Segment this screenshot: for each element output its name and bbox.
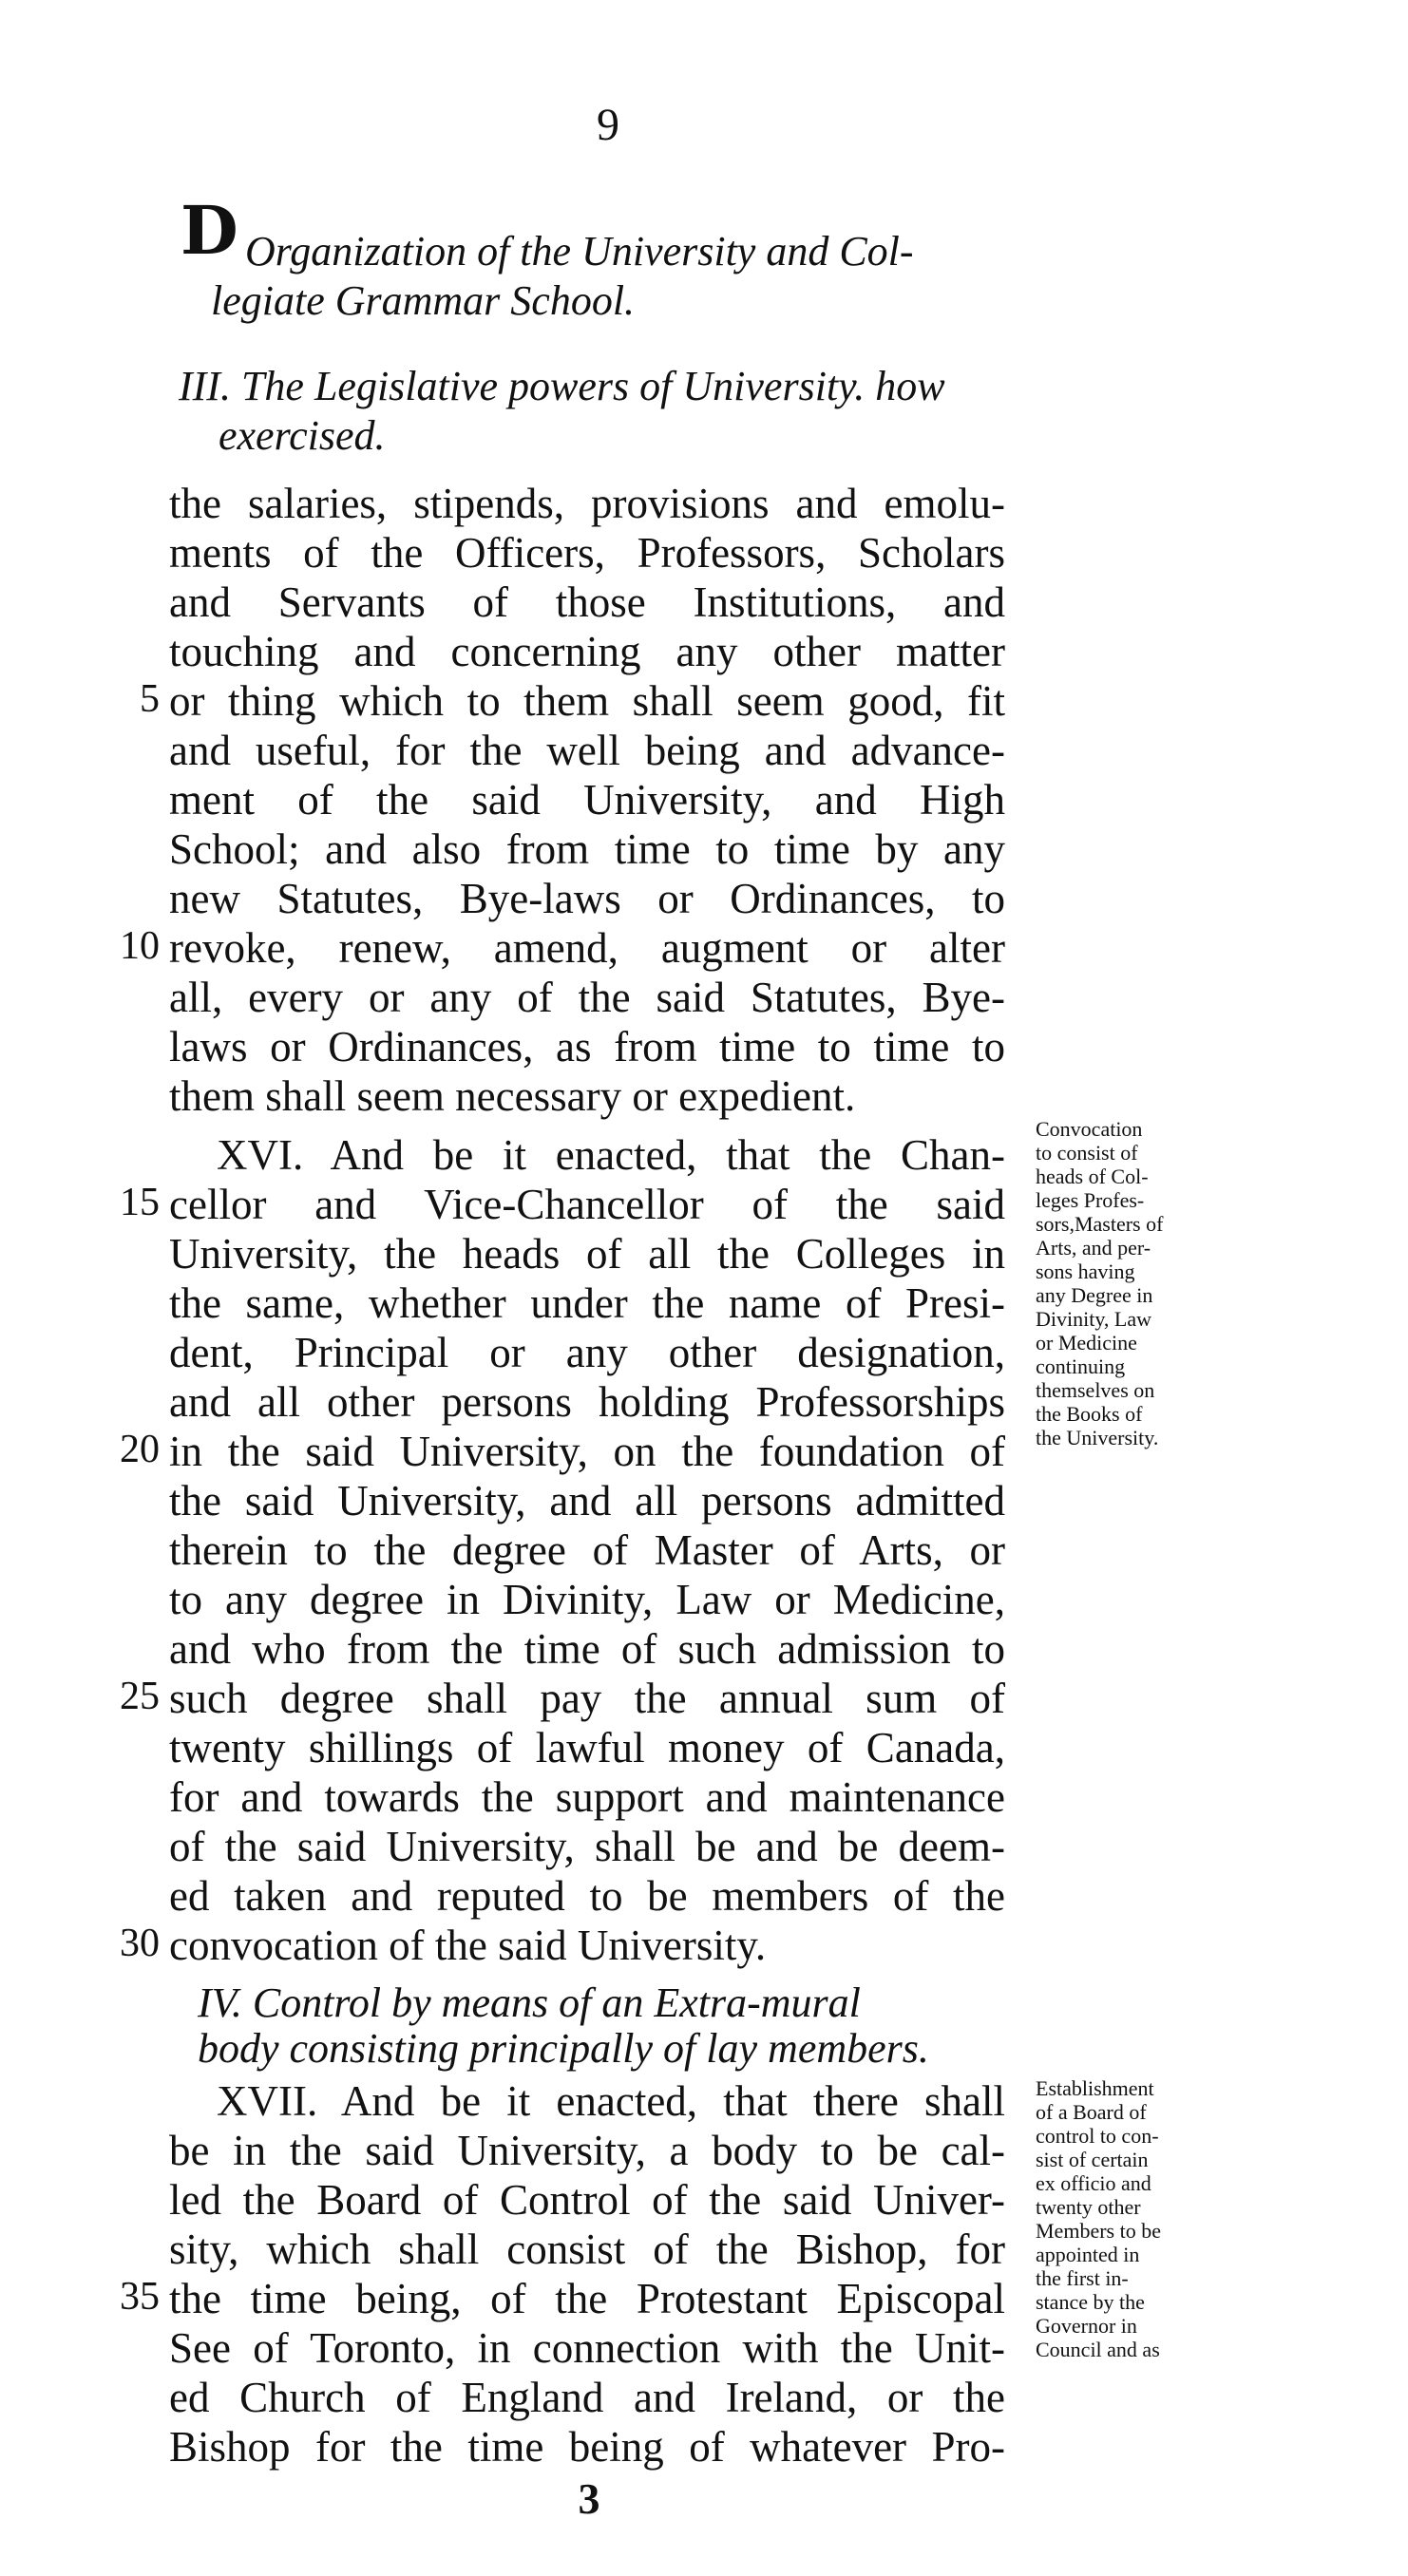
- signature-mark: 3: [578, 2474, 600, 2523]
- body-line: the same, whether under the name of Presi-: [169, 1279, 1005, 1327]
- body-line: them shall seem necessary or expedient.: [169, 1072, 856, 1120]
- body-line: and who from the time of such admission to: [169, 1625, 1005, 1673]
- margin-note-line: sors,Masters of: [1036, 1212, 1164, 1236]
- margin-note-line: sist of certain: [1036, 2148, 1149, 2171]
- margin-note-line: control to con-: [1036, 2124, 1159, 2148]
- section-heading-iii-line1: III. The Legislative powers of University. how: [179, 363, 945, 409]
- body-line: and Servants of those Institutions, and: [169, 578, 1005, 626]
- line-number: 30: [120, 1922, 160, 1965]
- body-line: convocation of the said University.: [169, 1922, 767, 1969]
- margin-note-line: ex officio and: [1036, 2171, 1151, 2195]
- margin-note-line: Convocation: [1036, 1117, 1143, 1141]
- margin-note-line: Governor in: [1036, 2314, 1137, 2338]
- margin-note-line: continuing: [1036, 1354, 1126, 1378]
- margin-note-line: the University.: [1036, 1426, 1159, 1449]
- section-heading-d-line1: Organization of the University and Col-: [245, 228, 914, 275]
- line-number: 5: [140, 677, 160, 721]
- body-line: XVII. And be it enacted, that there shall: [217, 2077, 1005, 2125]
- body-line: ed taken and reputed to be members of the: [169, 1872, 1005, 1920]
- body-line: and useful, for the well being and advance-: [169, 727, 1005, 774]
- body-line: new Statutes, Bye-laws or Ordinances, to: [169, 875, 1005, 922]
- page-number: 9: [597, 100, 619, 150]
- margin-note-line: to consist of: [1036, 1141, 1138, 1165]
- body-line: See of Toronto, in connection with the Unit-: [169, 2324, 1005, 2372]
- margin-note-line: sons having: [1036, 1260, 1135, 1283]
- margin-note-line: any Degree in: [1036, 1283, 1153, 1307]
- body-line: touching and concerning any other matter: [169, 628, 1005, 675]
- body-line: be in the said University, a body to be cal-: [169, 2127, 1005, 2174]
- margin-note-line: leges Profes-: [1036, 1188, 1145, 1212]
- body-line: ment of the said University, and High: [169, 776, 1005, 824]
- body-line: University, the heads of all the Colleges in: [169, 1230, 1005, 1278]
- line-number: 25: [120, 1675, 160, 1718]
- body-line: or thing which to them shall seem good, fit: [169, 677, 1005, 725]
- section-heading-iv-line1: IV. Control by means of an Extra-mural: [198, 1979, 861, 2026]
- margin-note-line: appointed in: [1036, 2243, 1140, 2266]
- body-line: Bishop for the time being of whatever Pro-: [169, 2423, 1005, 2471]
- margin-note-line: Arts, and per-: [1036, 1236, 1151, 1260]
- body-line: laws or Ordinances, as from time to time to: [169, 1023, 1005, 1070]
- body-line: School; and also from time to time by any: [169, 825, 1005, 873]
- body-line: and all other persons holding Professorships: [169, 1378, 1005, 1426]
- margin-note-line: Members to be: [1036, 2219, 1161, 2243]
- body-line: such degree shall pay the annual sum of: [169, 1675, 1005, 1722]
- body-line: to any degree in Divinity, Law or Medicine,: [169, 1576, 1005, 1623]
- body-line: therein to the degree of Master of Arts, or: [169, 1526, 1005, 1574]
- body-line: sity, which shall consist of the Bishop, for: [169, 2226, 1005, 2273]
- margin-note-line: Council and as: [1036, 2338, 1160, 2361]
- body-line: dent, Principal or any other designation,: [169, 1329, 1005, 1376]
- section-heading-d-line2: legiate Grammar School.: [211, 277, 636, 324]
- body-line: ed Church of England and Ireland, or the: [169, 2374, 1005, 2421]
- body-line: the time being, of the Protestant Episcopal: [169, 2275, 1005, 2322]
- body-line: led the Board of Control of the said Univer-: [169, 2176, 1005, 2224]
- body-line: revoke, renew, amend, augment or alter: [169, 924, 1005, 972]
- margin-note-board-of-control: [1036, 2076, 1240, 2361]
- line-number: 10: [120, 924, 160, 968]
- body-line: of the said University, shall be and be deem-: [169, 1823, 1005, 1870]
- body-line: ments of the Officers, Professors, Scholars: [169, 529, 1005, 577]
- margin-note-line: the first in-: [1036, 2266, 1129, 2290]
- margin-note-line: Divinity, Law: [1036, 1307, 1151, 1331]
- margin-note-line: of a Board of: [1036, 2100, 1147, 2124]
- body-line: cellor and Vice-Chancellor of the said: [169, 1181, 1005, 1228]
- margin-note-line: heads of Col-: [1036, 1165, 1149, 1188]
- margin-note-line: or Medicine: [1036, 1331, 1137, 1354]
- line-number: 20: [120, 1428, 160, 1471]
- line-number: 35: [120, 2275, 160, 2319]
- margin-note-convocation: [1036, 1117, 1240, 1449]
- line-number: 15: [120, 1181, 160, 1224]
- margin-note-line: the Books of: [1036, 1402, 1143, 1426]
- body-line: for and towards the support and maintenance: [169, 1773, 1005, 1821]
- body-line: the said University, and all persons admitted: [169, 1477, 1005, 1525]
- body-line: twenty shillings of lawful money of Canada,: [169, 1724, 1005, 1771]
- body-line: all, every or any of the said Statutes, Bye-: [169, 974, 1005, 1021]
- body-line: the salaries, stipends, provisions and emolu-: [169, 480, 1005, 527]
- section-heading-iii-line2: exercised.: [219, 412, 386, 459]
- margin-note-line: twenty other: [1036, 2195, 1141, 2219]
- section-heading-iv-line2: body consisting principally of lay members.: [198, 2025, 929, 2072]
- margin-note-line: Establishment: [1036, 2076, 1154, 2100]
- margin-note-line: themselves on: [1036, 1378, 1155, 1402]
- drop-cap: D: [181, 191, 238, 270]
- body-line: in the said University, on the foundation of: [169, 1428, 1005, 1475]
- margin-note-line: stance by the: [1036, 2290, 1145, 2314]
- body-line: XVI. And be it enacted, that the Chan-: [217, 1131, 1005, 1179]
